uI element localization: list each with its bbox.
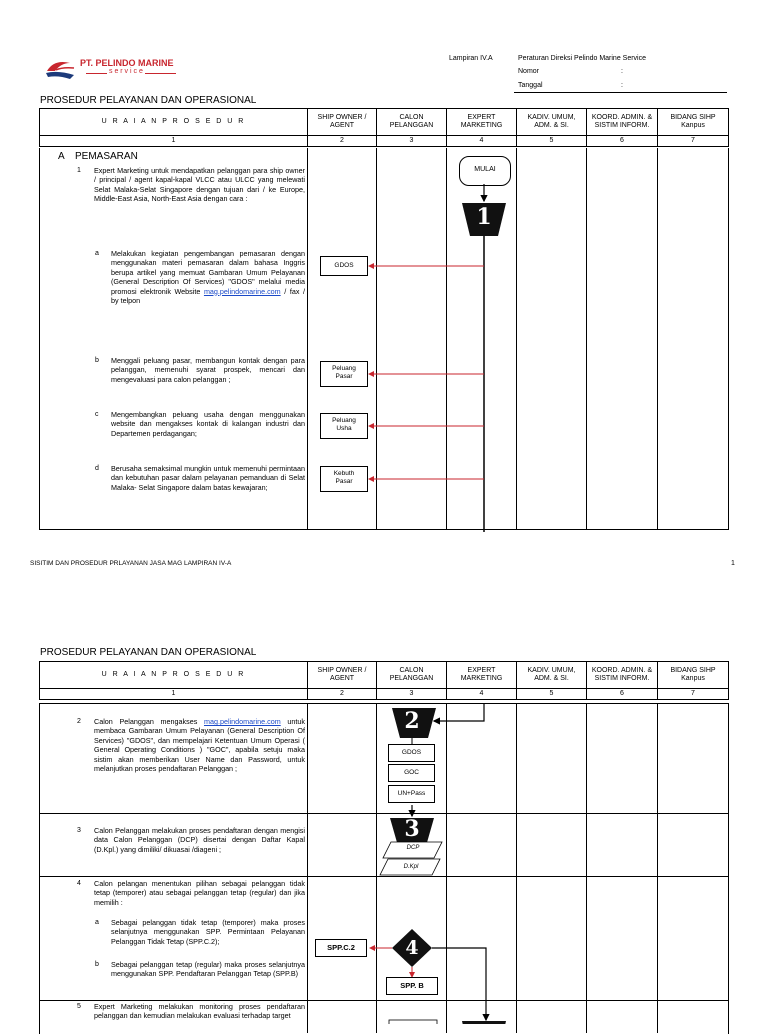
col-num-7: 7 xyxy=(658,689,729,700)
col-ship-owner-header: SHIP OWNER / AGENT xyxy=(308,662,377,689)
col-calon-header: CALON PELANGGAN xyxy=(377,662,447,689)
step2-label: 2 xyxy=(404,708,420,734)
peluang-usha-document: Peluang Usha xyxy=(320,413,368,439)
logo-tagline: s e r v i c e xyxy=(109,68,143,75)
item-b-letter: b xyxy=(95,357,99,364)
flow-expert-to-2 xyxy=(434,703,484,721)
dcp-label: DCP xyxy=(406,845,420,851)
section-title: PEMASARAN xyxy=(75,151,138,162)
col-bidang-header: BIDANG SIHP Kanpus xyxy=(658,662,729,689)
sppb-box: SPP. B xyxy=(386,977,438,995)
website-link[interactable]: mag.pelindomarine.com xyxy=(203,286,281,296)
item3-number: 3 xyxy=(77,827,81,834)
item4b-text: Sebagai pelanggan tetap (regular) maka proses selanjutnya menggunakan SPP. Pendaftaran Pelanggan Tetap (SPP.B) xyxy=(111,960,305,979)
step1-label: 1 xyxy=(476,204,492,230)
item5-number: 5 xyxy=(77,1003,81,1010)
col-expert-header: EXPERT MARKETING xyxy=(447,662,517,689)
col-kadiv-header: KADIV. UMUM, ADM. & SI. xyxy=(517,662,587,689)
item-d-text: Berusaha semaksimal mungkin untuk memenuhi permintaan dan kebutuhan pasar dalam pelayanan pemanduan di Selat Malaka- Selat Singapore dalam batas kewajaran; xyxy=(111,464,305,492)
step3-label: 3 xyxy=(404,816,420,842)
gdos-document: GDOS xyxy=(320,256,368,276)
mulai-terminator: MULAI xyxy=(459,156,511,186)
item5-text: Expert Marketing melakukan monitoring proses pendaftaran pelanggan dan kemudian melakukan evaluasi terhadap target xyxy=(94,1002,305,1021)
col-num-1: 1 xyxy=(40,689,308,700)
sppc2-box: SPP.C.2 xyxy=(315,939,367,957)
kebuth-pasar-document: Kebuth Pasar xyxy=(320,466,368,492)
col-koord-header: KOORD. ADMIN. & SISTIM INFORM. xyxy=(587,662,658,689)
item4-text: Calon pelangan menentukan pilihan sebagai pelanggan tidak tetap (temporer) atau sebagai pelanggan tetap (regular) dan jika memilih : xyxy=(94,879,305,907)
col-uraian-header: U R A I A N P R O S E D U R xyxy=(40,662,308,689)
col-kadiv-header: KADIV. UMUM, ADM. & SI. xyxy=(517,109,587,136)
col-num-3: 3 xyxy=(377,136,447,147)
col-num-2: 2 xyxy=(308,689,377,700)
tanggal-label: Tanggal xyxy=(518,82,543,89)
dkpl-label: D.Kpl xyxy=(403,864,419,870)
lampiran-label: Lampiran IV.A xyxy=(449,55,493,62)
peluang-pasar-document: Peluang Pasar xyxy=(320,361,368,387)
col-koord-header: KOORD. ADMIN. & SISTIM INFORM. xyxy=(587,109,658,136)
item3-text: Calon Pelanggan melakukan proses pendaftaran dengan mengisi data Calon Pelanggan (DCP) disertai dengan Daftar Kapal (D.Kpl.) yang dimiliki/ dikuasai /diageni ; xyxy=(94,826,305,854)
section-letter: A xyxy=(58,151,65,162)
item-c-text: Mengembangkan peluang usaha dengan menggunakan website dan mengakses kontak di kalangan industri dan Departemen perdagangan; xyxy=(111,410,305,438)
col-num-2: 2 xyxy=(308,136,377,147)
nomor-colon: : xyxy=(621,68,623,75)
item4a-letter: a xyxy=(95,919,99,926)
page2-title: PROSEDUR PELAYANAN DAN OPERASIONAL xyxy=(40,647,257,658)
col-num-5: 5 xyxy=(517,689,587,700)
item4b-letter: b xyxy=(95,961,99,968)
item-b-text: Menggali peluang pasar, membangun kontak dengan para pelanggan, memenuhi syarat prospek, mencari dan mengevaluasi para calon pelanggan ; xyxy=(111,356,305,384)
partial-box-calon xyxy=(389,1020,437,1024)
nomor-label: Nomor xyxy=(518,68,540,75)
col-ship-owner-header: SHIP OWNER / AGENT xyxy=(308,109,377,136)
item-a-letter: a xyxy=(95,250,99,257)
page1-footer-number: 1 xyxy=(731,560,735,567)
item1-number: 1 xyxy=(77,167,81,174)
col-expert-header: EXPERT MARKETING xyxy=(447,109,517,136)
item2-text: Calon Pelanggan mengakses mag.pelindomarine.com untuk membaca Gambaran Umum Pelayanan (General Description Of Services) "GDOS", dan mempelajari Ketentuan Umum Operasi ( General Operating Conditions ) "GOC", apabila setuju maka sistim akan memberikan User Name dan Password, untuk melanjutkan proses pendaftaran Pelanggan ; xyxy=(94,717,305,774)
col-num-3: 3 xyxy=(377,689,447,700)
col-num-7: 7 xyxy=(658,136,729,147)
tanggal-colon: : xyxy=(621,82,623,89)
page1-title: PROSEDUR PELAYANAN DAN OPERASIONAL xyxy=(40,95,257,106)
col-bidang-header: BIDANG SIHP Kanpus xyxy=(658,109,729,136)
website-link[interactable]: mag.pelindomarine.com xyxy=(203,717,281,726)
col-num-4: 4 xyxy=(447,689,517,700)
goc-document: GOC xyxy=(388,764,435,782)
col-uraian-header: U R A I A N P R O S E D U R xyxy=(40,109,308,136)
unpass-document: UN+Pass xyxy=(388,785,435,803)
item4a-text: Sebagai pelanggan tidak tetap (temporer) maka proses selanjutnya menggunakan SPP. Permintaan Pelayanan Pelanggan Tidak Tetap (SPP.C.2); xyxy=(111,918,305,946)
item4-number: 4 xyxy=(77,880,81,887)
item-c-letter: c xyxy=(95,411,99,418)
step4-label: 4 xyxy=(405,937,419,959)
col-num-5: 5 xyxy=(517,136,587,147)
item-d-letter: d xyxy=(95,465,99,472)
peraturan-label: Peraturan Direksi Pelindo Marine Service xyxy=(518,55,646,62)
page1-footer-text: SISITIM DAN PROSEDUR PRLAYANAN JASA MAG LAMPIRAN IV-A xyxy=(30,560,232,567)
page2-flow-svg xyxy=(0,690,768,1024)
item-a-text: Melakukan kegiatan pengembangan pemasaran dengan menggunakan materi pemasaran dalam bahasa Inggris berupa artikel yang memuat Gambaran Umum Pelayanan (General Description Of Services) "GDOS" melalui media promosi elektronik Website mag.pelindomarine.com / fax / by telpon xyxy=(111,249,306,306)
col-num-6: 6 xyxy=(587,136,658,147)
col-num-1: 1 xyxy=(40,136,308,147)
col-num-6: 6 xyxy=(587,689,658,700)
item2-number: 2 xyxy=(77,718,81,725)
item1-text: Expert Marketing untuk mendapatkan pelanggan para ship owner / principal / agent kapal-kapal VLCC atau ULCC yang melewati Selat Malaka-Selat Singapore dengan tujuan dari / ke Europe, Middle-East Asia, North-East Asia dengan cara : xyxy=(94,166,305,204)
flow-4-to-expert xyxy=(432,948,486,1020)
logo-company-name: PT. PELINDO MARINE xyxy=(80,58,174,68)
gdos-document: GDOS xyxy=(388,744,435,762)
col-num-4: 4 xyxy=(447,136,517,147)
col-calon-header: CALON PELANGGAN xyxy=(377,109,447,136)
